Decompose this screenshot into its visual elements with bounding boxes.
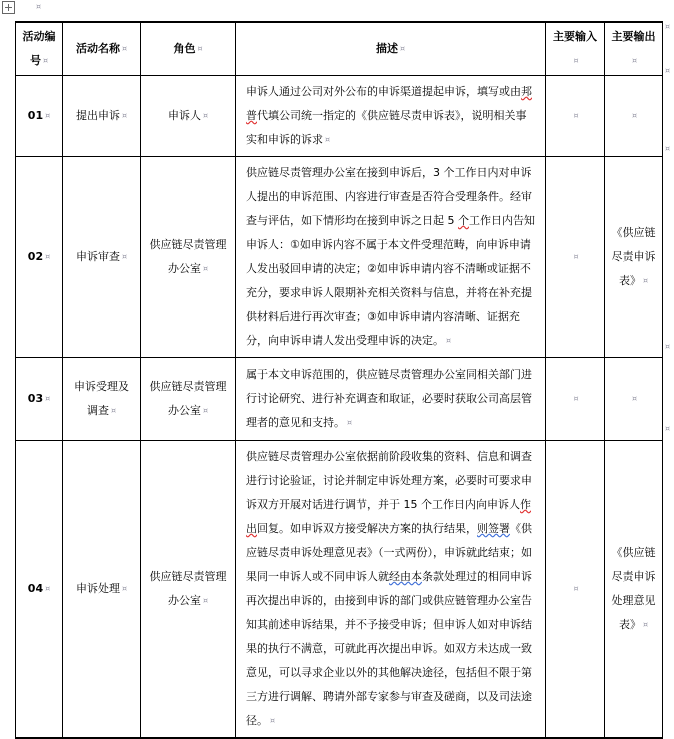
cell-end-mark-icon: ¤ bbox=[110, 406, 117, 415]
activity-id bbox=[16, 157, 63, 358]
cell-end-mark-icon: ¤ bbox=[121, 44, 128, 53]
activity-description-text: 属于本文申诉范围的，供应链尽责管理办公室同相关部门进行讨论研究、进行补充调查和取证，必要时获取公司高层管理者的意见和支持。 bbox=[246, 368, 532, 429]
activity-description-text: 供应链尽责管理办公室依据前阶段收集的资料、信息和调查进行讨论验证，讨论并制定申诉处理方案，必要时可要求申诉双方开展对话进行调节，并于 15 个工作日内向申诉人作出回复。如申诉双方接受解决方案的执行结果，则签署《供应链尽责申诉处理意见表》（一式两份），申诉就此结束；如果同一申诉人或不同申诉人就经由本条款处理过的相同申诉再次提出申诉的，由接到申诉的部门或供应链管理办公室告知其前述申诉结果，并不予接受申诉；但申诉人如对申诉结果的执行不满意，可就此再次提出申诉。如双方未达成一致意见，可以寻求企业以外的其他解决途径，包括但不限于第三方进行调解、聘请外部专家参与审查及磋商，以及司法途径。 bbox=[246, 450, 532, 727]
activity-name-text: 申诉处理 bbox=[75, 582, 120, 595]
header-label: 描述 bbox=[375, 42, 398, 55]
table-move-handle-icon[interactable] bbox=[2, 1, 15, 14]
header-label: 主要输入 bbox=[553, 30, 597, 43]
header-role bbox=[141, 22, 236, 76]
activity-name bbox=[63, 76, 141, 157]
cell-end-mark-icon: ¤ bbox=[45, 252, 51, 261]
row-end-mark-icon: ¤ bbox=[665, 66, 671, 75]
cell-end-mark-icon: ¤ bbox=[121, 252, 128, 261]
header-activity-id bbox=[16, 22, 63, 76]
header-label: 主要输出 bbox=[611, 30, 656, 43]
header-description bbox=[236, 22, 546, 76]
row-end-mark-icon: ¤ bbox=[665, 424, 671, 433]
activity-main-output bbox=[605, 441, 663, 739]
cell-end-mark-icon: ¤ bbox=[45, 394, 51, 403]
cell-end-mark-icon: ¤ bbox=[347, 418, 353, 427]
activity-main-output bbox=[605, 76, 663, 157]
table-row-04 bbox=[16, 441, 663, 739]
cell-end-mark-icon: ¤ bbox=[202, 111, 209, 120]
cell-end-mark-icon: ¤ bbox=[446, 336, 452, 345]
activity-main-input bbox=[546, 441, 605, 739]
activity-role-text: 供应链尽责管理办公室 bbox=[149, 380, 227, 417]
cell-end-mark-icon: ¤ bbox=[202, 264, 209, 273]
activity-main-input bbox=[546, 358, 605, 441]
header-label: 活动编号 bbox=[22, 30, 56, 67]
activity-role bbox=[141, 441, 236, 739]
activity-description bbox=[236, 157, 546, 358]
activity-role-text: 供应链尽责管理办公室 bbox=[149, 570, 227, 607]
table-row-03 bbox=[16, 358, 663, 441]
cell-end-mark-icon: ¤ bbox=[642, 276, 649, 285]
activity-main-input bbox=[546, 157, 605, 358]
activity-id-text: 03 bbox=[27, 392, 44, 405]
table-row-01 bbox=[16, 76, 663, 157]
activity-role-text: 申诉人 bbox=[167, 109, 201, 122]
activity-output-text: 《供应链尽责申诉表》 bbox=[611, 226, 656, 287]
activity-name-text: 申诉审查 bbox=[75, 250, 120, 263]
cell-end-mark-icon: ¤ bbox=[631, 394, 638, 403]
activity-description bbox=[236, 358, 546, 441]
activity-main-output bbox=[605, 157, 663, 358]
activity-name-text: 提出申诉 bbox=[75, 109, 120, 122]
activity-role bbox=[141, 76, 236, 157]
activity-id bbox=[16, 76, 63, 157]
row-end-mark-icon: ¤ bbox=[665, 144, 671, 153]
cell-end-mark-icon: ¤ bbox=[202, 406, 209, 415]
paragraph-mark-icon: ¤ bbox=[36, 2, 42, 11]
row-end-mark-icon: ¤ bbox=[665, 342, 671, 351]
cell-end-mark-icon: ¤ bbox=[642, 620, 649, 629]
activity-name bbox=[63, 157, 141, 358]
cell-end-mark-icon: ¤ bbox=[42, 56, 49, 65]
activity-id-text: 04 bbox=[27, 582, 44, 595]
activity-role bbox=[141, 157, 236, 358]
activity-main-input bbox=[546, 76, 605, 157]
row-end-mark-icon: ¤ bbox=[665, 22, 671, 31]
cell-end-mark-icon: ¤ bbox=[121, 584, 128, 593]
cell-end-mark-icon: ¤ bbox=[202, 596, 209, 605]
activity-name-text: 申诉受理及调查 bbox=[74, 380, 129, 417]
activity-id-text: 02 bbox=[27, 250, 44, 263]
cell-end-mark-icon: ¤ bbox=[573, 56, 579, 65]
cell-end-mark-icon: ¤ bbox=[573, 252, 579, 261]
cell-end-mark-icon: ¤ bbox=[573, 111, 579, 120]
activity-id bbox=[16, 358, 63, 441]
table-header-row bbox=[16, 22, 663, 76]
table-row-02 bbox=[16, 157, 663, 358]
header-label: 活动名称 bbox=[75, 42, 120, 55]
activity-id-text: 01 bbox=[27, 109, 44, 122]
header-activity-name bbox=[63, 22, 141, 76]
cell-end-mark-icon: ¤ bbox=[631, 56, 638, 65]
activity-description bbox=[236, 441, 546, 739]
process-activity-table bbox=[15, 21, 663, 739]
cell-end-mark-icon: ¤ bbox=[121, 111, 128, 120]
activity-output-text: 《供应链尽责申诉处理意见表》 bbox=[611, 546, 656, 631]
cell-end-mark-icon: ¤ bbox=[197, 44, 203, 53]
cell-end-mark-icon: ¤ bbox=[399, 44, 406, 53]
activity-name bbox=[63, 358, 141, 441]
cell-end-mark-icon: ¤ bbox=[45, 584, 51, 593]
activity-role bbox=[141, 358, 236, 441]
activity-main-output bbox=[605, 358, 663, 441]
cell-end-mark-icon: ¤ bbox=[573, 584, 579, 593]
activity-role-text: 供应链尽责管理办公室 bbox=[149, 238, 227, 275]
cell-end-mark-icon: ¤ bbox=[631, 111, 638, 120]
header-label: 角色 bbox=[173, 42, 196, 55]
cell-end-mark-icon: ¤ bbox=[573, 394, 579, 403]
activity-description-text: 供应链尽责管理办公室在接到申诉后，3 个工作日内对申诉人提出的申诉范围、内容进行审查是否符合受理条件。经审查与评估，如下情形均在接到申诉之日起 5 个工作日内告知申诉人：①如申诉内容不属于本文件受理范畴，向申诉申请人发出驳回申请的决定；②如申诉申请内容不清晰或证据不充分，要求申诉人限期补充相关资料与信息，并将在补充提供材料后进行再次审查；③如申诉申请内容清晰、证据充分，向申诉申请人发出受理申诉的决定。 bbox=[246, 166, 535, 347]
activity-description-text: 申诉人通过公司对外公布的申诉渠道提起申诉，填写或由邦普代填公司统一指定的《供应链尽责申诉表》，说明相关事实和申诉的诉求 bbox=[246, 85, 532, 146]
activity-name bbox=[63, 441, 141, 739]
header-main-output bbox=[605, 22, 663, 76]
activity-id bbox=[16, 441, 63, 739]
cell-end-mark-icon: ¤ bbox=[270, 716, 276, 725]
header-main-input bbox=[546, 22, 605, 76]
cell-end-mark-icon: ¤ bbox=[325, 135, 331, 144]
activity-description bbox=[236, 76, 546, 157]
cell-end-mark-icon: ¤ bbox=[45, 111, 51, 120]
